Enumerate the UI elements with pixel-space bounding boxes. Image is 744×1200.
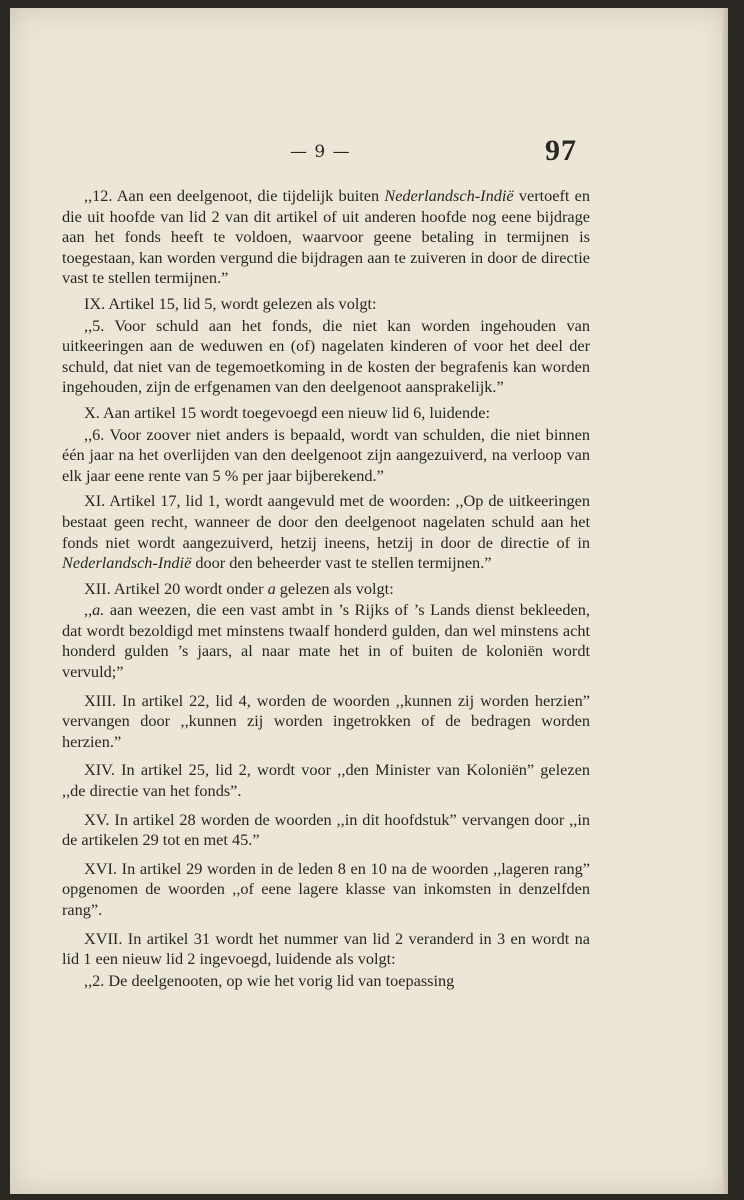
paragraph-2: ,,2. De deelgenooten, op wie het vorig lid van toepassing [84,970,455,990]
page-edge [722,8,728,1194]
folio-number: 97 [545,134,577,167]
paragraph-5: ,,5. Voor schuld aan het fonds, die niet kan worden ingehouden van uitkeeringen aan de weduwen en (of) nagelaten kinderen of voor het deel der schuld, dat niet van de tegemoetkoming in de kosten der begrafenis kan worden ingehouden, zijn de erfgenamen van den deelgenoot aansprakelijk.” [62,315,590,397]
body-text [62,186,590,996]
paragraph-xii: XII. Artikel 20 wordt onder a gelezen als volgt: [84,578,394,598]
paragraph-xv: XV. In artikel 28 worden de woorden ,,in dit hoofdstuk” vervangen door ,,in de artikelen 29 tot en met 45.” [62,809,590,850]
document-page [10,8,728,1194]
page-number: — 9 — [290,142,351,162]
page-header [10,136,728,176]
paragraph-xiv: XIV. In artikel 25, lid 2, wordt voor ,,den Minister van Koloniën” gelezen ,,de directie van het fonds”. [62,760,590,801]
paragraph-6: ,,6. Voor zoover niet anders is bepaald, wordt van schulden, die niet binnen één jaar na het overlijden van den deelgenoot zijn aangezuiverd, na verloop van elk jaar eene rente van 5 % per jaar bijberekend.” [62,424,590,485]
paragraph-12: ,,12. Aan een deelgenoot, die tijdelijk buiten Nederlandsch-Indië vertoeft en die uit hoofde van lid 2 van dit artikel of uit anderen hoofde nog eene bijdrage aan het fonds heeft te voldoen, waarvoor geene betaling in termijnen is toegestaan, kan worden vergund die bijdragen aan te zuiveren in door de directie vast te stellen termijnen.” [62,186,590,288]
paragraph-xi: XI. Artikel 17, lid 1, wordt aangevuld met de woorden: ,,Op de uitkeeringen bestaat geen recht, wanneer de door den deelgenoot nagelaten schuld aan het fonds niet wordt aangezuiverd, hetzij ineens, hetzij in door de directie of in Nederlandsch-Indië door den beheerder vast te stellen termijnen.” [62,491,590,573]
paragraph-ix: IX. Artikel 15, lid 5, wordt gelezen als volgt: [84,293,377,313]
paragraph-xvi: XVI. In artikel 29 worden in de leden 8 en 10 na de woorden ,,lageren rang” opgenomen de woorden ,,of eene lagere klasse van inkomsten in denzelfden rang”. [62,858,590,919]
paragraph-x: X. Aan artikel 15 wordt toegevoegd een nieuw lid 6, luidende: [84,402,491,422]
paragraph-a: ,,a. aan weezen, die een vast ambt in ’s Rijks of ’s Lands dienst bekleeden, dat wordt bezoldigd met minstens twaalf honderd gulden, dan wel minstens acht honderd gulden ’s jaars, al naar mate het in of buiten de koloniën wordt vervuld;” [62,600,590,682]
paragraph-xvii: XVII. In artikel 31 wordt het nummer van lid 2 veranderd in 3 en wordt na lid 1 een nieuw lid 2 ingevoegd, luidende als volgt: [62,928,590,969]
paragraph-xiii: XIII. In artikel 22, lid 4, worden de woorden ,,kunnen zij worden herzien” vervangen door ,,kunnen zij worden ingetrokken of de bedragen worden herzien.” [62,690,590,751]
